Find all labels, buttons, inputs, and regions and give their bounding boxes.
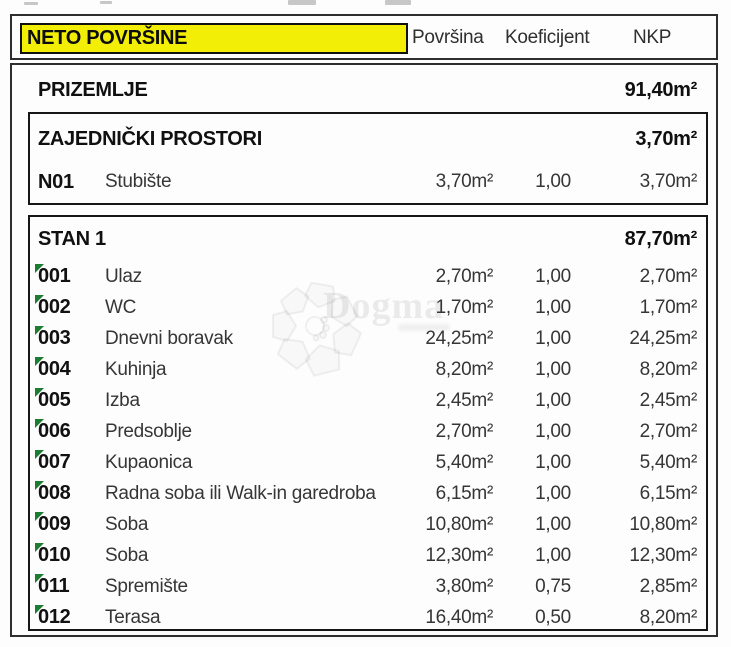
room-number: 006 — [38, 420, 71, 442]
room-coefficient: 1,00 — [535, 514, 571, 535]
room-coefficient: 1,00 — [535, 421, 571, 442]
section-rows — [30, 164, 706, 200]
room-area: 12,30m² — [425, 545, 493, 566]
room-number: 001 — [38, 265, 71, 287]
room-coefficient: 1,00 — [535, 266, 571, 287]
section-label: ZAJEDNIČKI PROSTORI — [38, 127, 262, 150]
room-area: 2,45m² — [435, 390, 493, 411]
table-row — [30, 385, 706, 416]
room-nkp: 2,45m² — [639, 390, 697, 411]
room-nkp: 5,40m² — [639, 452, 697, 473]
column-header-povrsina: Površina — [412, 27, 484, 48]
table-row — [30, 323, 706, 354]
table-row — [30, 509, 706, 540]
room-area: 1,70m² — [435, 297, 493, 318]
room-name: Stubište — [105, 171, 172, 192]
room-coefficient: 1,00 — [535, 452, 571, 473]
cropped-text-fragment — [24, 2, 38, 5]
room-nkp: 2,85m² — [639, 576, 697, 597]
room-coefficient: 1,00 — [535, 171, 571, 192]
table-row — [30, 354, 706, 385]
room-coefficient: 1,00 — [535, 483, 571, 504]
room-nkp: 8,20m² — [639, 359, 697, 380]
table-title-highlight: NETO POVRŠINE — [20, 23, 408, 54]
room-area: 10,80m² — [425, 514, 493, 535]
room-name: Predsoblje — [105, 421, 192, 442]
room-area: 3,80m² — [435, 576, 493, 597]
section-common-spaces — [28, 112, 708, 205]
room-number: 008 — [38, 482, 71, 504]
floor-summary-row — [38, 75, 697, 105]
room-coefficient: 1,00 — [535, 328, 571, 349]
room-area: 5,40m² — [435, 452, 493, 473]
column-header-nkp: NKP — [633, 27, 672, 48]
room-number: 010 — [38, 544, 71, 566]
room-coefficient: 1,00 — [535, 297, 571, 318]
table-row — [30, 261, 706, 292]
room-nkp: 10,80m² — [629, 514, 697, 535]
room-number: 011 — [38, 575, 70, 597]
room-name: Kuhinja — [105, 359, 167, 380]
room-name: Terasa — [105, 607, 161, 628]
room-nkp: 8,20m² — [639, 607, 697, 628]
floor-label: PRIZEMLJE — [38, 79, 148, 101]
table-row — [30, 602, 706, 633]
section-total: 3,70m² — [635, 127, 697, 150]
room-name: Soba — [105, 514, 149, 535]
room-nkp: 12,30m² — [629, 545, 697, 566]
room-name: WC — [105, 297, 137, 318]
cropped-text-fragment — [288, 0, 316, 5]
section-header — [30, 217, 706, 261]
room-number: 004 — [38, 358, 71, 380]
room-area: 16,40m² — [425, 607, 493, 628]
cropped-text-fragment — [385, 0, 411, 5]
watermark-text: Dogma — [323, 285, 445, 327]
room-name: Izba — [105, 390, 140, 411]
room-coefficient: 0,75 — [535, 576, 571, 597]
room-number: 009 — [38, 513, 71, 535]
room-number: 005 — [38, 389, 71, 411]
table-row — [30, 540, 706, 571]
section-label: STAN 1 — [38, 227, 106, 250]
room-coefficient: 0,50 — [535, 607, 571, 628]
room-nkp: 6,15m² — [639, 483, 697, 504]
room-area: 24,25m² — [425, 328, 493, 349]
room-number: 003 — [38, 327, 71, 349]
table-row — [30, 571, 706, 602]
room-area: 2,70m² — [435, 266, 493, 287]
room-coefficient: 1,00 — [535, 359, 571, 380]
section-total: 87,70m² — [624, 227, 697, 250]
table-row — [30, 447, 706, 478]
room-area: 6,15m² — [435, 483, 493, 504]
column-header-koeficijent: Koeficijent — [505, 27, 590, 48]
room-coefficient: 1,00 — [535, 390, 571, 411]
section-header — [30, 114, 706, 164]
room-name: Soba — [105, 545, 149, 566]
room-nkp: 24,25m² — [629, 328, 697, 349]
table-row — [30, 416, 706, 447]
room-nkp: 3,70m² — [639, 171, 697, 192]
cropped-text-fragment — [100, 1, 112, 4]
table-row — [30, 478, 706, 509]
room-name: Kupaonica — [105, 452, 193, 473]
room-coefficient: 1,00 — [535, 545, 571, 566]
table-row — [30, 164, 706, 200]
room-number: 002 — [38, 296, 71, 318]
table-header — [10, 14, 718, 60]
room-area: 2,70m² — [435, 421, 493, 442]
room-area: 8,20m² — [435, 359, 493, 380]
room-name: Ulaz — [105, 266, 142, 287]
room-area: 3,70m² — [435, 171, 493, 192]
section-rows — [30, 261, 706, 633]
room-nkp: 2,70m² — [639, 266, 697, 287]
room-nkp: 2,70m² — [639, 421, 697, 442]
section-apartment-1 — [28, 215, 708, 631]
room-name: Radna soba ili Walk-in garedroba — [105, 483, 376, 504]
table-row — [30, 292, 706, 323]
room-number: N01 — [38, 171, 74, 193]
room-number: 012 — [38, 606, 71, 628]
room-name: Dnevni boravak — [105, 328, 233, 349]
floor-total: 91,40m² — [624, 79, 697, 101]
room-name: Spremište — [105, 576, 188, 597]
room-nkp: 1,70m² — [639, 297, 697, 318]
room-number: 007 — [38, 451, 71, 473]
table-body — [10, 63, 718, 637]
